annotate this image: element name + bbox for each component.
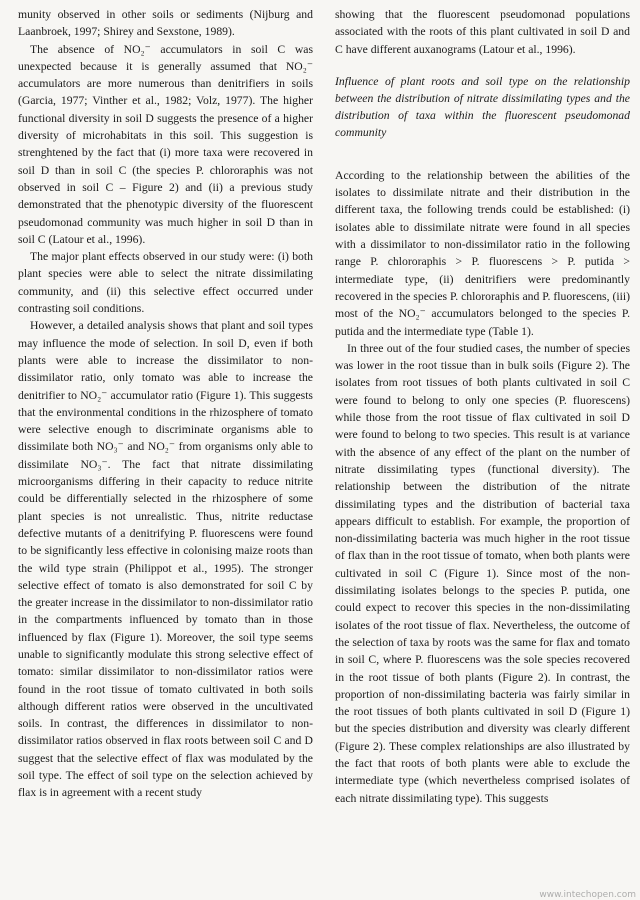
watermark: www.intechopen.com [539,890,636,900]
paragraph: showing that the fluorescent pseudomonad populations associated with the roots of this plant cultivated in soil D and C have different auxanograms (Latour et al., 1996). [335,8,630,56]
paragraph: The major plant effects observed in our study were: (i) both plant species were able to select the nitrate dissimilating community, and (ii) this selective effect occurred under contrasting soil conditions. [18,250,313,316]
paragraph: According to the relationship between the abilities of the isolates to dissimilate nitrate and their distribution in the different taxa, the following trends could be established: (i) isolates able to dissimilate nitrate were found in all species with a dissimilator to non-dissimilator ratio in the following range P. chlororaphis > P. fluorescens > P. putida > intermediate type, (ii) denitrifiers were predominantly recovered in the species P. chlororaphis and P. fluorescens, (iii) most of the NO₂⁻ accumulators belonged to the species P. putida and the intermediate type (Table 1). [335,168,630,338]
paragraph: In three out of the four studied cases, the number of species was lower in the root tissue than in bulk soils (Figure 2). The isolates from root tissues of both plants cultivated in soil C were found to belong to only one species (P. fluorescens) while those from the root tissue of flax cultivated in soil D were found to belong to two species. This result is at variance with the absence of any effect of the plant on the number of nitrate dissimilating types (functional diversity). The relationship between the distribution of the nitrate dissimilating types and the distribution of bacterial taxa appears difficult to establish. For example, the proportion of non-dissimilating bacteria was much higher in the root tissue of flax than in the root tissue of tomato, when both plants were cultivated in soil C (Figure 1). Since most of the non-dissimilating isolates belongs to the species P. putida, one could expect to recover this species in the non-dissimilating isolates of the root tissue of flax. Nevertheless, the outcome of the selection of taxa by roots was the same for flax and tomato in soil C, where P. fluorescens was the sole species recovered in the root tissue of both plants (Figure 2). In contrast, the proportion of non-dissimilating bacteria was fairly similar in the root tissues of both plants cultivated in soil D (Figure 1) but the species distribution and diversity was clearly different (Figure 2). These complex relationships are also illustrated by the fact that roots of both plants were able to exclude the intermediate type (which nevertheless comprised isolates of each nitrate dissimilating type). This suggests [335,341,630,805]
section-heading: Influence of plant roots and soil type on the relationship between the distribution of nitrate dissimilating types and the distribution of taxa within the fluorescent pseudomonad community [335,74,630,139]
paragraph: munity observed in other soils or sediments (Nijburg and Laanbroek, 1997; Shirey and Sexstone, 1989). [18,8,313,39]
paragraph: However, a detailed analysis shows that plant and soil types may influence the mode of selection. In soil D, even if both plants were able to increase the dissimilator to non-dissimilator ratio, only tomato was able to increase the denitrifier to NO₂⁻ accumulator ratio (Figure 1). This suggests that the environmental conditions in the rhizosphere of tomato were selective enough to discriminate organisms able to dissimilate both NO₃⁻ and NO₂⁻ from organisms only able to dissimilate NO₃⁻. The fact that nitrate dissimilating microorganisms differing in their capacity to reduce nitrite could be differentially selected in the rhizosphere of some plant species is not unrealistic. Thus, nitrite reductase defective mutants of a denitrifying P. fluorescens were found to be significantly less effective in colonising maize roots than the wild type strain (Philippot et al., 1995). The stronger selective effect of tomato is also demonstrated for soil C by the greater increase in the dissimilator to non-dissimilator ratio in the compartments influenced by tomato than in those influenced by flax (Figure 1). Moreover, the soil type seems unable to significantly modulate this strong selective effect of tomato: similar dissimilator to non-dissimilator ratios were found in the root tissue of tomato cultivated in both soils although different ratios were observed in the uncultivated soils. In contrast, the differences in dissimilator to non-dissimilator ratios observed in flax roots between soil C and D suggest that the selective effect of flax was modulated by the soil type. The effect of soil type on the selection achieved by flax is in agreement with a recent study [18,319,313,800]
left-column [18,6,313,900]
paragraph: The absence of NO₂⁻ accumulators in soil C was unexpected because it is generally assumed that NO₂⁻ accumulators are more numerous than denitrifiers in soils (Garcia, 1977; Vinther et al., 1982; Volz, 1977). The higher functional diversity in soil D suggests the presence of a higher diversity of microhabitats in this soil. This suggestion is strenghtened by the fact that (i) more taxa were recovered in soil D than in soil C (the species P. chlororaphis was not observed in soil C – Figure 2) and (ii) a previous study demonstrated that the phenotypic diversity of the fluorescent pseudomonad community was much higher in soil D than in soil C (Latour et al., 1996). [18,42,313,246]
right-column [335,6,630,900]
